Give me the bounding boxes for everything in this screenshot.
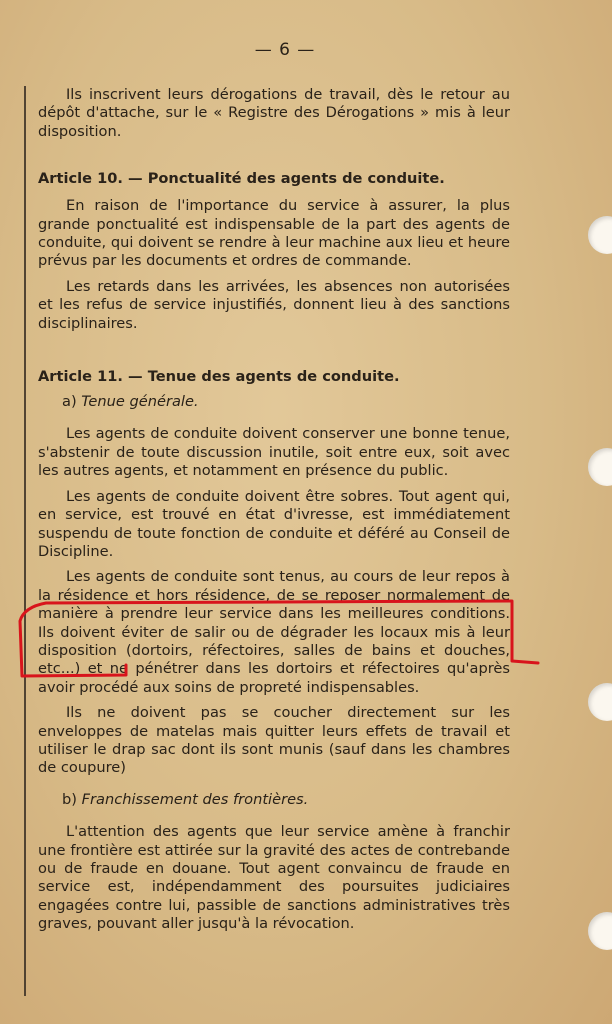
intro-paragraph: Ils inscrivent leurs dérogations de travail, dès le retour au dépôt d'attache, sur le « Registre des Dérogations » mis à leur disposition.: [38, 86, 510, 140]
punch-hole: [588, 216, 612, 254]
document-body: [38, 86, 510, 941]
punch-hole: [588, 912, 612, 950]
punch-hole: [588, 683, 612, 721]
punch-hole: [588, 448, 612, 486]
article-11a-paragraph: Les agents de conduite doivent conserver une bonne tenue, s'abstenir de toute discussion inutile, soit entre eux, soit avec les autres agents, et notamment en présence du public.: [38, 425, 510, 480]
page-number: — 6 —: [254, 40, 316, 60]
article-11b-paragraph: L'attention des agents que leur service amène à franchir une frontière est attirée sur la gravité des actes de contrebande ou de fraude en douane. Tout agent convaincu de fraude en service est, indépendamment des poursuites judiciaires engagées contre lui, passible de sanctions administratives très graves, pouvant aller jusqu'à la révocation.: [38, 823, 510, 933]
article-10-paragraph: En raison de l'importance du service à assurer, la plus grande ponctualité est indispensable de la part des agents de conduite, qui doivent se rendre à leur machine aux lieu et heure prévus par les documents et ordres de commande.: [38, 197, 510, 270]
article-11a-paragraph: Ils ne doivent pas se coucher directement sur les enveloppes de matelas mais quitter leurs effets de travail et utiliser le drap sac dont ils sont munis (sauf dans les chambres de coupure): [38, 704, 510, 777]
section-b-heading: [38, 791, 510, 809]
margin-rule: [24, 86, 26, 996]
article-10-heading: Article 10. — Ponctualité des agents de conduite.: [38, 170, 445, 188]
article-11a-paragraph: Les agents de conduite doivent être sobres. Tout agent qui, en service, est trouvé en état d'ivresse, est immédiatement suspendu de toute fonction de conduite et déféré au Conseil de Discipline.: [38, 487, 510, 560]
section-b-prefix: b): [62, 790, 77, 808]
article-11-heading: Article 11. — Tenue des agents de conduite.: [38, 368, 400, 386]
section-a-heading: [38, 393, 510, 411]
section-b-title: Franchissement des frontières.: [81, 790, 309, 808]
article-10-paragraph: Les retards dans les arrivées, les absences non autorisées et les refus de service injustifiés, donnent lieu à des sanctions disciplinaires.: [38, 277, 510, 332]
section-a-title: Tenue générale.: [81, 393, 199, 411]
article-11a-paragraph-highlighted: Les agents de conduite sont tenus, au cours de leur repos à la résidence et hors résidence, de se reposer normalement de manière à prendre leur service dans les meilleures conditions. Ils doivent éviter de salir ou de dégrader les locaux mis à leur disposition (dortoirs, réfectoires, salles de bains et douches, etc...) et ne pénétrer dans les dortoirs et réfectoires qu'après avoir procédé aux soins de propreté indispensables.: [38, 568, 510, 696]
section-a-prefix: a): [62, 393, 77, 411]
